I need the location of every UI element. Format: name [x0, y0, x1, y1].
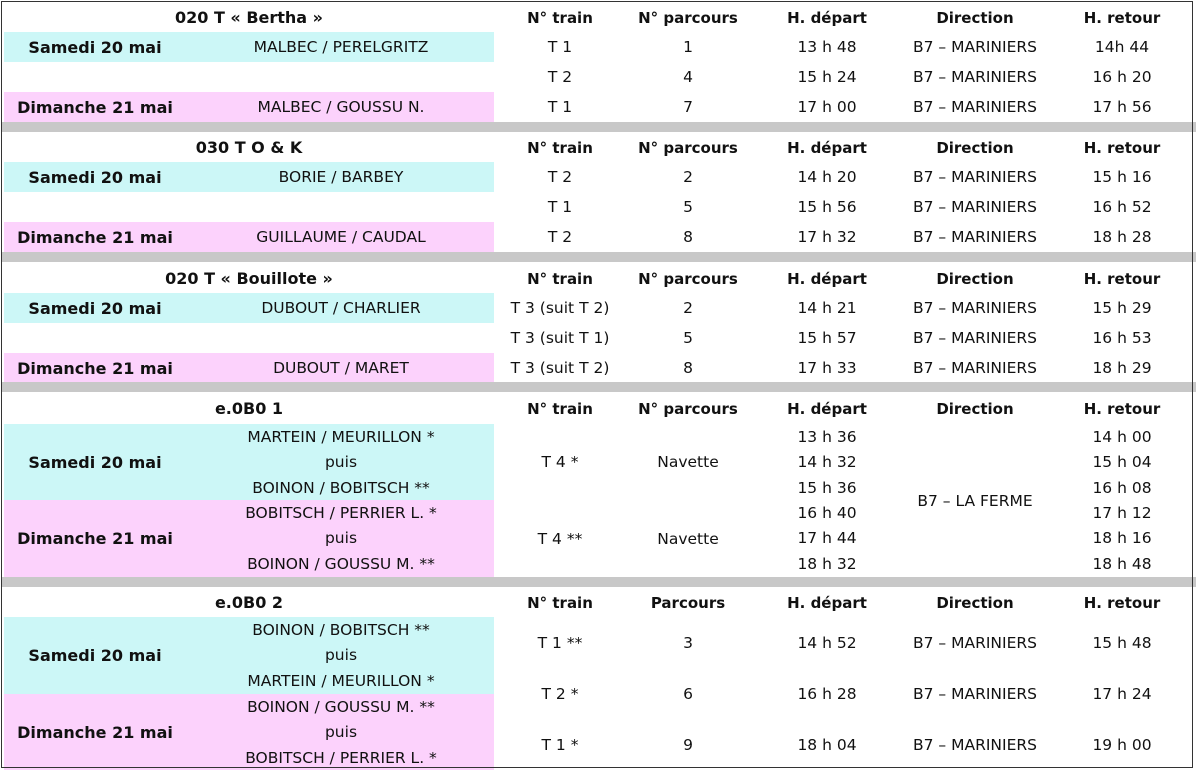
return-time: 16 h 53 [1092, 329, 1152, 347]
day-label: Dimanche 21 mai [17, 358, 173, 378]
col-header-depart: H. départ [787, 138, 867, 157]
return-time: 15 h 48 [1092, 633, 1152, 652]
crew-line: BOBITSCH / PERRIER L. * [245, 503, 437, 522]
direction: B7 – MARINIERS [913, 735, 1037, 754]
train-number: T 4 ** [537, 529, 583, 548]
col-header-retour: H. retour [1083, 138, 1161, 157]
train-number: T 3 (suit T 2) [510, 299, 610, 317]
crew-names: MALBEC / PERELGRITZ [253, 38, 429, 56]
departure-time: 15 h 56 [797, 198, 857, 216]
departure-time: 16 h 40 [797, 503, 857, 522]
return-time: 16 h 20 [1092, 68, 1152, 86]
return-time: 18 h 48 [1092, 554, 1152, 573]
departure-time: 16 h 28 [797, 684, 857, 703]
train-number: T 2 [547, 168, 573, 186]
section-separator [2, 577, 1196, 587]
return-time: 15 h 16 [1092, 168, 1152, 186]
crew-line: BOINON / GOUSSU M. ** [247, 554, 435, 573]
departure-time: 17 h 00 [797, 98, 857, 116]
crew-line: BOINON / GOUSSU M. ** [247, 697, 435, 716]
departure-time: 15 h 57 [797, 329, 857, 347]
departure-time: 18 h 32 [797, 554, 857, 573]
departure-time: 14 h 52 [797, 633, 857, 652]
train-number: T 1 [547, 98, 573, 116]
crew-line: puis [324, 723, 358, 742]
crew-line: BOBITSCH / PERRIER L. * [245, 748, 437, 767]
return-time: 16 h 08 [1092, 478, 1152, 497]
departure-time: 14 h 32 [797, 453, 857, 472]
parcours-number: 9 [683, 735, 693, 754]
direction: B7 – LA FERME [917, 491, 1033, 510]
day-label: Samedi 20 mai [28, 646, 162, 665]
col-header-direction: Direction [936, 593, 1014, 612]
return-time: 19 h 00 [1092, 735, 1152, 754]
crew-line: MARTEIN / MEURILLON * [247, 671, 435, 690]
departure-time: 15 h 24 [797, 68, 857, 86]
train-number: T 3 (suit T 1) [510, 329, 610, 347]
return-time: 18 h 29 [1092, 359, 1152, 377]
train-number: T 2 * [541, 684, 579, 703]
train-number: T 3 (suit T 2) [510, 359, 610, 377]
direction: B7 – MARINIERS [913, 168, 1037, 186]
train-number: T 1 ** [537, 633, 583, 652]
parcours-number: 7 [683, 98, 693, 116]
return-time: 17 h 24 [1092, 684, 1152, 703]
crew-names: DUBOUT / CHARLIER [261, 299, 421, 317]
direction: B7 – MARINIERS [913, 198, 1037, 216]
direction: B7 – MARINIERS [913, 98, 1037, 116]
col-header-train: N° train [527, 593, 593, 612]
parcours-number: 2 [683, 168, 693, 186]
direction: B7 – MARINIERS [913, 684, 1037, 703]
return-time: 17 h 12 [1092, 503, 1152, 522]
col-header-parcours: N° parcours [638, 269, 738, 288]
departure-time: 13 h 36 [797, 427, 857, 446]
section-title: e.0B0 2 [214, 593, 284, 612]
section-title: e.0B0 1 [214, 399, 284, 418]
direction: B7 – MARINIERS [913, 68, 1037, 86]
col-header-direction: Direction [936, 269, 1014, 288]
parcours-number: 5 [683, 329, 693, 347]
train-number: T 1 * [541, 735, 579, 754]
parcours-number: 5 [683, 198, 693, 216]
crew-names: BORIE / BARBEY [278, 168, 404, 186]
col-header-depart: H. départ [787, 269, 867, 288]
departure-time: 17 h 33 [797, 359, 857, 377]
day-label: Samedi 20 mai [28, 37, 162, 57]
direction: B7 – MARINIERS [913, 633, 1037, 652]
parcours-type: Navette [657, 529, 719, 548]
crew-line: puis [324, 646, 358, 665]
day-label: Samedi 20 mai [28, 452, 162, 472]
section-separator [2, 252, 1196, 262]
train-number: T 1 [547, 38, 573, 56]
section-title: 020 T « Bertha » [174, 8, 324, 27]
day-label: Samedi 20 mai [28, 167, 162, 187]
parcours-number: 2 [683, 299, 693, 317]
col-header-direction: Direction [936, 8, 1014, 27]
direction: B7 – MARINIERS [913, 299, 1037, 317]
train-number: T 2 [547, 68, 573, 86]
departure-time: 14 h 20 [797, 168, 857, 186]
col-header-retour: H. retour [1083, 269, 1161, 288]
return-time: 18 h 28 [1092, 228, 1152, 246]
departure-time: 17 h 32 [797, 228, 857, 246]
day-label: Samedi 20 mai [28, 298, 162, 318]
parcours-number: 8 [683, 228, 693, 246]
col-header-parcours: Parcours [650, 593, 726, 612]
col-header-parcours: N° parcours [638, 399, 738, 418]
parcours-number: 1 [683, 38, 693, 56]
train-number: T 4 * [541, 453, 579, 471]
departure-time: 18 h 04 [797, 735, 857, 754]
col-header-direction: Direction [936, 138, 1014, 157]
train-number: T 1 [547, 198, 573, 216]
col-header-depart: H. départ [787, 593, 867, 612]
col-header-retour: H. retour [1083, 593, 1161, 612]
crew-line: puis [324, 529, 358, 548]
parcours-type: Navette [657, 453, 719, 471]
crew-names: GUILLAUME / CAUDAL [256, 228, 426, 246]
day-label: Dimanche 21 mai [17, 529, 173, 548]
direction: B7 – MARINIERS [913, 228, 1037, 246]
col-header-parcours: N° parcours [638, 138, 738, 157]
col-header-train: N° train [527, 269, 593, 288]
return-time: 14 h 00 [1092, 427, 1152, 446]
crew-line: puis [324, 453, 358, 472]
section-title: 030 T O & K [195, 138, 303, 157]
day-label: Dimanche 21 mai [17, 227, 173, 247]
col-header-direction: Direction [936, 399, 1014, 418]
crew-line: BOINON / BOBITSCH ** [252, 620, 430, 639]
parcours-number: 8 [683, 359, 693, 377]
return-time: 16 h 52 [1092, 198, 1152, 216]
return-time: 18 h 16 [1092, 529, 1152, 548]
return-time: 15 h 04 [1092, 453, 1152, 472]
crew-line: BOINON / BOBITSCH ** [252, 478, 430, 497]
return-time: 14h 44 [1094, 38, 1150, 56]
departure-time: 15 h 36 [797, 478, 857, 497]
parcours-number: 6 [683, 684, 693, 703]
departure-time: 13 h 48 [797, 38, 857, 56]
col-header-retour: H. retour [1083, 399, 1161, 418]
return-time: 15 h 29 [1092, 299, 1152, 317]
col-header-train: N° train [527, 138, 593, 157]
direction: B7 – MARINIERS [913, 329, 1037, 347]
crew-names: DUBOUT / MARET [273, 359, 409, 377]
departure-time: 14 h 21 [797, 299, 857, 317]
parcours-number: 3 [683, 633, 693, 652]
col-header-depart: H. départ [787, 8, 867, 27]
departure-time: 17 h 44 [797, 529, 857, 548]
crew-names: MALBEC / GOUSSU N. [257, 98, 425, 116]
direction: B7 – MARINIERS [913, 38, 1037, 56]
col-header-depart: H. départ [787, 399, 867, 418]
section-title: 020 T « Bouillote » [165, 269, 333, 288]
day-label: Dimanche 21 mai [17, 722, 173, 742]
return-time: 17 h 56 [1092, 98, 1152, 116]
section-separator [2, 382, 1196, 392]
parcours-number: 4 [683, 68, 693, 86]
direction: B7 – MARINIERS [913, 359, 1037, 377]
train-number: T 2 [547, 228, 573, 246]
col-header-parcours: N° parcours [638, 8, 738, 27]
section-separator [2, 122, 1196, 132]
day-label: Dimanche 21 mai [17, 97, 173, 117]
col-header-train: N° train [527, 8, 593, 27]
crew-line: MARTEIN / MEURILLON * [247, 427, 435, 446]
col-header-train: N° train [527, 399, 593, 418]
col-header-retour: H. retour [1083, 8, 1161, 27]
